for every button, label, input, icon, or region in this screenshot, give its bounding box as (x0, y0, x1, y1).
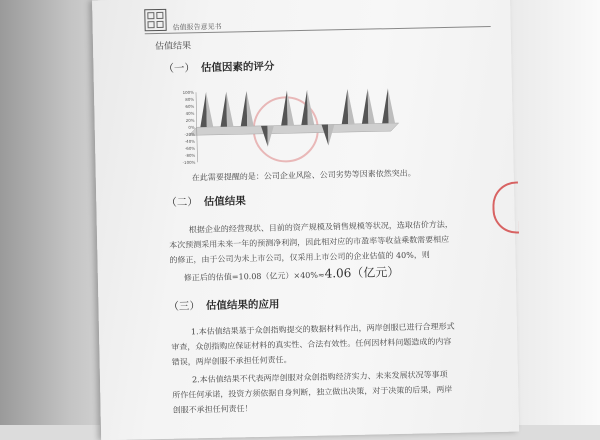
header-text: 估值报告意见书 (172, 22, 222, 32)
cone-bar (200, 92, 207, 127)
cone-bar-highlight (226, 91, 233, 126)
cone-bar (261, 126, 268, 147)
section-number: （一） (163, 62, 196, 75)
cone-bar-highlight (246, 91, 253, 126)
cone-bar (301, 90, 308, 125)
page-title: 估值结果 (154, 41, 192, 53)
y-tick-label: 80% (185, 96, 195, 102)
cone-bar (322, 124, 329, 145)
cone-bar (341, 89, 348, 124)
cone-bar-highlight (287, 90, 294, 125)
paragraph-line: 错误，两岸创服不承担任何责任。 (171, 355, 292, 367)
y-tick-label: -20% (184, 131, 195, 137)
section-title: 估值结果 (203, 195, 246, 209)
cone-bar-highlight (307, 90, 314, 125)
cone-bar (381, 88, 388, 123)
paragraph-line: 审查，众创指购应保证材料的真实性、合法有效性。任何因材料问题造成的内容 (171, 336, 452, 352)
section-heading-3 (168, 297, 279, 314)
paragraph-line: 所作任何承诺，投资方须依据自身判断，独立做出决策，对于决策的后果，两岸 (172, 384, 453, 400)
cone-bar-highlight (388, 88, 395, 123)
y-tick-label: -60% (184, 145, 196, 151)
y-tick-label: 60% (185, 103, 195, 109)
chart-note: 在此需要提醒的是：公司企业风险、公司劣势等因素依然突出。 (191, 168, 416, 183)
document-page (92, 0, 519, 440)
result-value: 4.06（亿元） (324, 265, 400, 281)
paragraph-line: 根据企业的经营现状、目前的资产规模及销售规模等状况，选取估价方法， (188, 219, 453, 235)
company-logo (144, 9, 166, 31)
cone-bar-highlight (206, 92, 213, 127)
y-tick-label: 20% (185, 117, 195, 123)
paragraph-line: 本次预测采用未来一年的预测净利润，因此相对应的市盈率等收益乘数需要相应 (169, 234, 450, 250)
paragraph-line: 的修正，由于公司为未上市公司，仅采用上市公司的企业估值的 40%，则 (169, 250, 430, 265)
seal-edge (492, 181, 519, 234)
y-tick-label: 100% (182, 89, 195, 96)
paragraph-line: 1.本估值结果基于众创指购提交的数据材料作出，两岸创服已进行合理形式 (190, 321, 455, 337)
section-heading-1 (163, 59, 274, 76)
cone-bar-highlight (347, 89, 354, 124)
y-tick-label: 0% (188, 124, 195, 130)
y-tick-label: -100% (182, 159, 196, 166)
section-number: （二） (166, 196, 198, 209)
section-number: （三） (168, 300, 201, 313)
cone-bar (361, 89, 368, 124)
desk-background-left (0, 0, 100, 425)
cone-bar-highlight (368, 88, 375, 123)
cone-chart (172, 84, 404, 167)
section-title: 估值因素的评分 (200, 60, 275, 75)
cone-bar (280, 90, 287, 125)
y-tick-label: -40% (184, 138, 196, 144)
section-title: 估值结果的应用 (205, 298, 280, 313)
y-tick-label: 40% (185, 110, 195, 116)
valuation-result (184, 265, 400, 286)
section-heading-2 (166, 193, 246, 210)
paragraph-line: 2.本估值结果不代表两岸创服对众创指购经济实力、未来发展状况等事项 (191, 370, 448, 385)
cone-bar (220, 92, 227, 127)
y-tick-label: -80% (184, 152, 196, 158)
cone-bar (240, 91, 247, 126)
paragraph-line: 创服不承担任何责任！ (172, 404, 253, 415)
result-formula: 修正后的估值=10.08（亿元）×40%≈ (183, 270, 325, 283)
